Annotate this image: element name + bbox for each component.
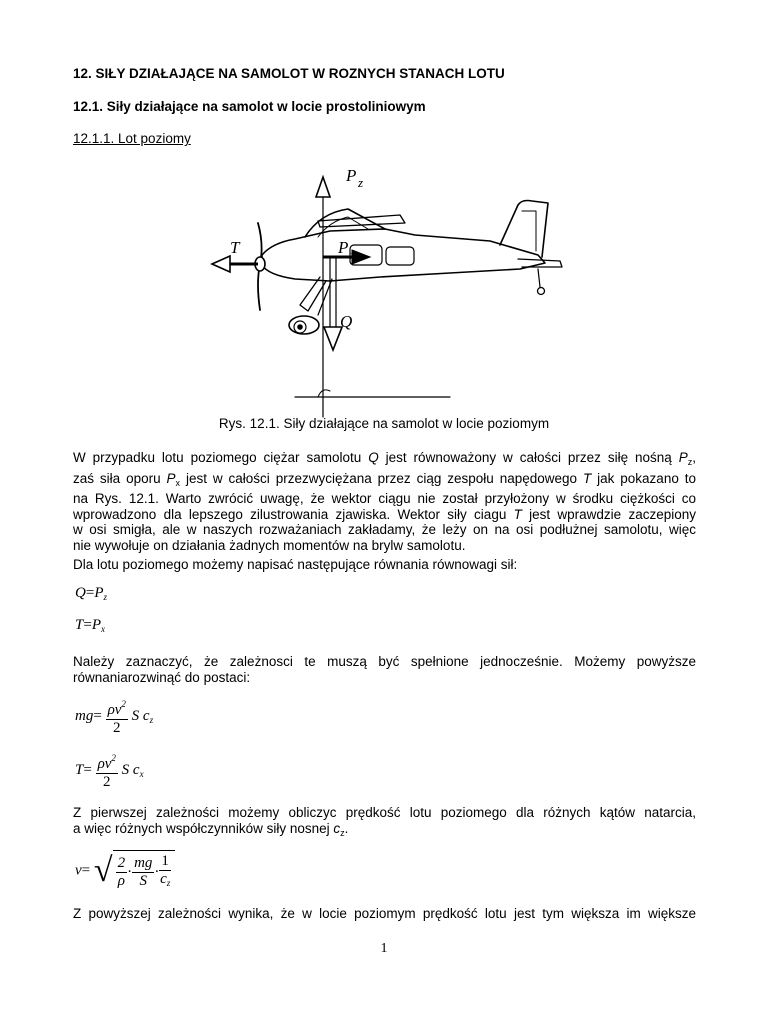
paragraph-intro <box>73 450 696 553</box>
subsection-heading: 12.1.1. Lot poziomy <box>73 131 191 146</box>
equation-q-pz: $Q=P_z$ <box>75 585 107 602</box>
equation-t-px: $T=P_x$ <box>75 617 105 634</box>
paragraph-line: wprowadzono dla lepszego zilustrowania zjawiska. Wektor siły ciagu T jest wprawdzie zaczepiony <box>73 506 696 522</box>
chapter-heading: 12. SIŁY DZIAŁAJĄCE NA SAMOLOT W ROZNYCH STANACH LOTU <box>73 66 505 81</box>
equation-thrust: T= $\frac{\rho v^2}{2}$ S $c_x$ <box>75 750 144 791</box>
paragraph-line: nie wywołuje on działania żadnych momentów na brylw samolotu. <box>73 537 466 553</box>
paragraph-line: w osi smigła, ale w naszych rozważaniach zakładamy, że leży on na osi podłużnej samolotu, więc <box>73 522 696 537</box>
label-Q: Q <box>340 312 353 331</box>
label-Pz-sub: z <box>358 175 364 190</box>
paragraph-conclusion: Z powyższej zależności wynika, że w locie poziomym prędkość lotu jest tym większa im większe <box>73 906 696 921</box>
equation-lift: mg= $\frac{\rho v^2}{2}$ S $c_z$ <box>75 696 153 737</box>
label-Px: P <box>338 238 349 257</box>
paragraph-simultaneous: Należy zaznaczyć, że zależnosci te muszą być spełnione jednocześnie. Możemy powyższe równaniarozwinąć do postaci: <box>73 654 696 685</box>
page-number: 1 <box>380 941 388 956</box>
section-heading: 12.1. Siły działające na samolot w locie prostoliniowym <box>73 99 426 114</box>
paragraph-equilibrium: Dla lotu poziomego możemy napisać następujące równania równowagi sił: <box>73 557 518 572</box>
paragraph-line: W przypadku lotu poziomego ciężar samolotu Q jest równoważony w całości przez siłę nośną $P_z$, <box>73 450 696 467</box>
paragraph-line: na Rys. 12.1. Warto zwrócić uwagę, że wektor ciągu nie został przyłożony w środku ciężkości co <box>73 491 696 506</box>
figure-caption: Rys. 12.1. Siły działające na samolot w locie poziomym <box>218 416 550 431</box>
label-Pz: P <box>346 166 357 185</box>
label-Px-sub: x <box>350 248 356 262</box>
equation-velocity: v= √ $\frac{2}{\rho}$ · $\frac{mg}{S}$ · $\frac{1}{c_z}$ <box>75 850 175 892</box>
paragraph-line: zaś siła oporu $P_x$ jest w całości przezwyciężana przez ciąg zespołu napędowego T jak pokazano to <box>73 470 697 488</box>
label-T: T <box>230 238 240 257</box>
paragraph-speed: Z pierwszej zależności możemy obliczyc prędkość lotu poziomego dla różnych kątów natarcia, a więc różnych współczynników siły nosnej $c_z$. <box>73 805 696 838</box>
airplane-force-diagram <box>200 165 575 420</box>
